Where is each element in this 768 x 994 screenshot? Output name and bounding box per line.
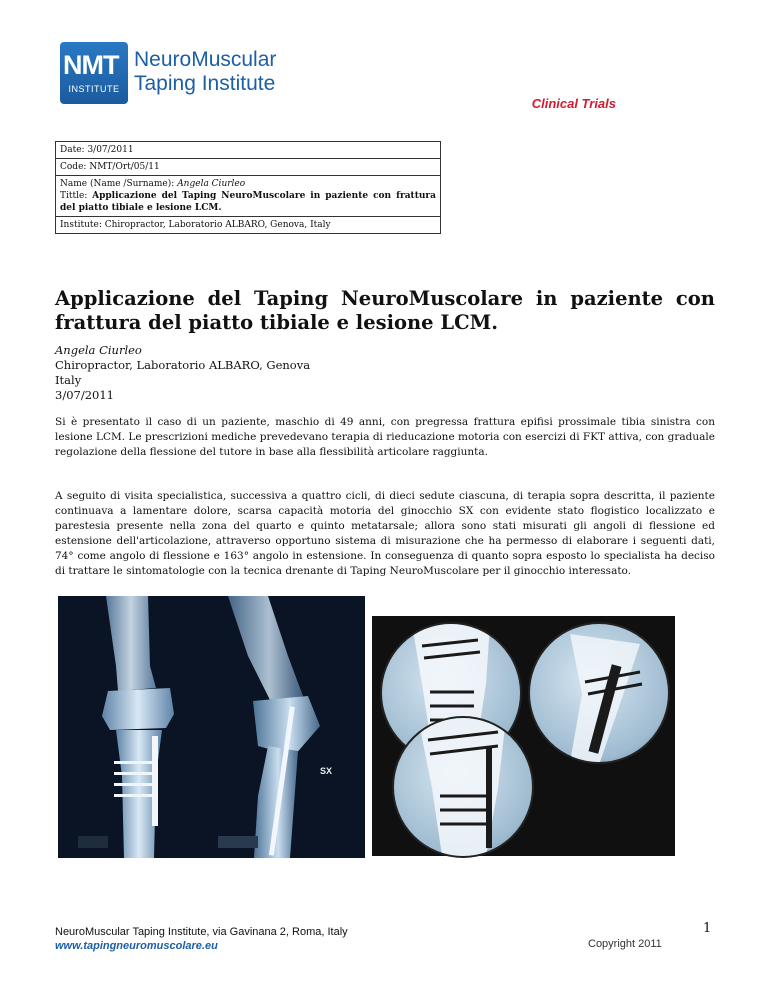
footer-website-link[interactable]: www.tapingneuromuscolare.eu (55, 940, 218, 952)
institute-value: Chiropractor, Laboratorio ALBARO, Genova, Italy (104, 220, 331, 230)
xray-circle-ap-2 (392, 716, 534, 858)
paragraph-1: Si è presentato il caso di un paziente, maschio di 49 anni, con pregressa frattura epifisi prossimale tibia sinistra con lesione LCM. Le prescrizioni mediche prevedevano terapia di rieducazione motoria con esercizi di FKT attiva, con graduale regolazione della flessione del tutore in base alla flessibilità articolare raggiunta. (55, 416, 715, 458)
footer-copyright: Copyright 2011 (588, 938, 662, 950)
code-label: Code: (60, 162, 87, 172)
info-box (55, 141, 441, 234)
section-label: Clinical Trials (531, 96, 616, 111)
xray-left-drawing (58, 596, 365, 858)
author-country: Italy (55, 373, 82, 387)
author-block (55, 343, 310, 403)
xray-image-left (58, 596, 365, 858)
code-value: NMT/Ort/05/11 (89, 162, 160, 172)
title-value: Applicazione del Taping NeuroMuscolare in paziente con frattura del piatto tibiale e lesione LCM. (60, 191, 436, 213)
logo-name-line1: NeuroMuscular (134, 48, 277, 71)
xray-circle-lateral (528, 622, 670, 764)
logo-badge-text: NMT (63, 50, 119, 80)
name-label: Name (Name /Surname): (60, 179, 175, 189)
xray-image-right (372, 616, 675, 856)
title-label: Tittle: (60, 191, 88, 201)
logo-badge-subtext: INSTITUTE (68, 84, 120, 94)
name-value: Angela Ciurleo (177, 179, 246, 189)
author-affiliation: Chiropractor, Laboratorio ALBARO, Genova (55, 358, 311, 372)
footer-organization: NeuroMuscular Taping Institute, via Gavinana 2, Roma, Italy (55, 926, 348, 938)
nmt-logo (60, 42, 300, 104)
info-row-code (56, 159, 440, 176)
article-title: Applicazione del Taping NeuroMuscolare in paziente con frattura del piatto tibiale e lesione LCM. (55, 287, 715, 334)
footer-left (55, 925, 348, 953)
xray-side-label: SX (320, 766, 333, 776)
date-value: 3/07/2011 (87, 145, 134, 155)
author-name: Angela Ciurleo (55, 343, 142, 357)
info-row-date (56, 142, 440, 159)
institute-label: Institute: (60, 220, 102, 230)
info-row-name-title (56, 176, 440, 217)
logo-name-line2: Taping Institute (134, 72, 276, 95)
paragraph-2: A seguito di visita specialistica, successiva a quattro cicli, di dieci sedute ciascuna, di terapia sopra descritta, il paziente continuava a lamentare dolore, scarsa capacità motoria del ginocchio SX con evidente stato flogistico localizzato e parestesia presente nella zona del quarto e quinto metatarsale; allora sono stati misurati gli angoli di flessione ed estensione dell'articolazione, attraverso opportuno sistema di misurazione che ha permesso di elaborare i seguenti dati, 74° come angolo di flessione e 163° angolo in estensione. In conseguenza di quanto sopra esposto lo specialista ha deciso di trattare le sintomatologie con la tecnica drenante di Taping NeuroMuscolare per il ginocchio interessato. (55, 490, 715, 577)
page-number: 1 (703, 921, 712, 936)
date-label: Date: (60, 145, 85, 155)
logo-badge (60, 42, 128, 104)
info-row-institute (56, 217, 440, 233)
article-date: 3/07/2011 (55, 388, 114, 402)
